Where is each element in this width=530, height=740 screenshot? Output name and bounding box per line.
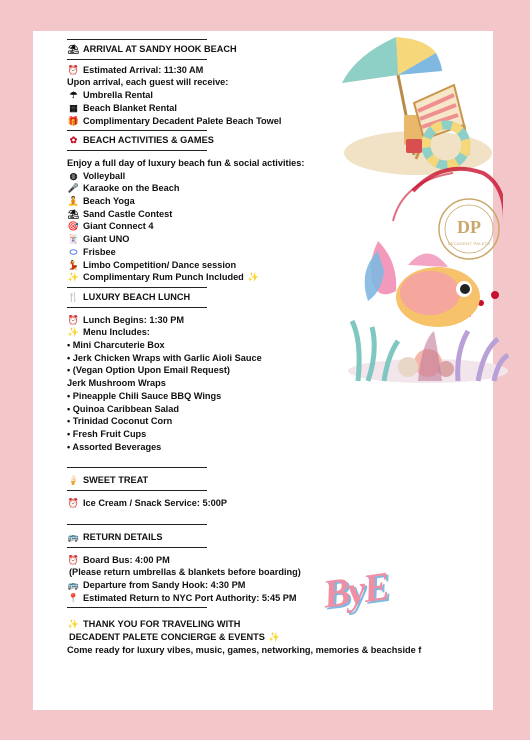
menu-intro: [67, 326, 447, 339]
divider: [67, 39, 207, 40]
list-item: [67, 208, 447, 221]
sparkles-icon: ✨: [67, 327, 80, 338]
return-time: [67, 592, 447, 605]
ice-cream-icon: 🍦: [67, 475, 80, 486]
menu-intro-text: Menu Includes:: [83, 327, 150, 338]
sand-castle-icon: ⛱: [67, 208, 80, 219]
list-item-text: Giant UNO: [83, 234, 130, 245]
departure-time-text: Departure from Sandy Hook: 4:30 PM: [83, 579, 246, 590]
list-item-text: Sand Castle Contest: [83, 208, 173, 219]
return-time-text: Estimated Return to NYC Port Authority: 5:45 PM: [83, 592, 297, 603]
closing-line-1: [67, 618, 447, 631]
list-item-text: Frisbee: [83, 246, 116, 257]
list-item: [67, 259, 447, 272]
list-item: • Assorted Beverages: [67, 441, 162, 452]
divider: [67, 467, 207, 468]
list-item: • Quinoa Caribbean Salad: [67, 403, 179, 414]
closing-line-2: [67, 631, 447, 644]
list-item: [67, 233, 447, 246]
list-item-text: Complimentary Rum Punch Included: [83, 272, 244, 283]
list-item: • Mini Charcuterie Box: [67, 340, 165, 351]
list-item: [67, 170, 447, 183]
list-item: [67, 246, 447, 259]
alarm-clock-icon: ⏰: [67, 314, 80, 325]
list-item: [67, 102, 447, 115]
arrival-time-text: Estimated Arrival: 11:30 AM: [83, 64, 204, 75]
list-item-text: Volleyball: [83, 170, 126, 181]
board-time: [67, 554, 447, 567]
list-item: [67, 271, 447, 284]
arrival-intro: Upon arrival, each guest will receive:: [67, 77, 229, 88]
alarm-clock-icon: ⏰: [67, 554, 80, 565]
lunch-heading-text: LUXURY BEACH LUNCH: [83, 291, 191, 302]
closing-line-1-text: THANK YOU FOR TRAVELING WITH: [83, 619, 241, 630]
flyer-page: [33, 31, 493, 710]
activities-heading: [67, 134, 447, 147]
list-item: [67, 89, 447, 102]
arrival-heading-text: ARRIVAL AT SANDY HOOK BEACH: [83, 44, 237, 54]
microphone-icon: 🎤: [67, 183, 80, 194]
bus-icon: 🚌: [67, 579, 80, 590]
list-item: • (Vegan Option Upon Email Request): [67, 365, 230, 376]
sweet-heading: [67, 474, 447, 487]
return-heading: [67, 531, 447, 544]
lunch-heading: [67, 291, 447, 304]
logo-ring-text: DECADENT PALETE: [447, 241, 491, 246]
list-item: • Trinidad Coconut Corn: [67, 416, 173, 427]
gift-icon: 🎁: [67, 115, 80, 126]
departure-time: [67, 579, 447, 592]
logo-letters: DP: [457, 217, 481, 237]
list-item-text: Complimentary Decadent Palete Beach Towel: [83, 115, 282, 126]
frisbee-icon: ⬭: [69, 246, 78, 257]
list-item: • Jerk Chicken Wraps with Garlic Aioli Sauce: [67, 352, 262, 363]
list-item: [67, 182, 447, 195]
return-heading-text: RETURN DETAILS: [83, 531, 163, 542]
list-item: [67, 115, 447, 128]
return-note: (Please return umbrellas & blankets before boarding): [69, 567, 301, 578]
list-item-text: Umbrella Rental: [83, 90, 153, 101]
list-item: Jerk Mushroom Wraps: [67, 378, 166, 389]
volleyball-icon: ◍: [69, 170, 78, 181]
arrival-time: [67, 64, 447, 77]
sparkles-icon: ✨: [268, 632, 280, 643]
closing-line-2-text: DECADENT PALETE CONCIERGE & EVENTS: [69, 632, 265, 643]
alarm-clock-icon: ⏰: [67, 64, 80, 75]
sweet-heading-text: SWEET TREAT: [83, 475, 149, 486]
closing-line-3: Come ready for luxury vibes, music, games, networking, memories & beachside f: [67, 644, 422, 655]
alarm-clock-icon: ⏰: [67, 498, 80, 509]
beach-umbrella-icon: ⛱: [67, 44, 80, 54]
list-item: • Fresh Fruit Cups: [67, 428, 147, 439]
list-item-text: Karaoke on the Beach: [83, 183, 180, 194]
lunch-time-text: Lunch Begins: 1:30 PM: [83, 314, 185, 325]
list-item: [67, 220, 447, 233]
arrival-heading: [67, 43, 447, 56]
activities-heading-text: BEACH ACTIVITIES & GAMES: [83, 135, 214, 146]
list-item: • Pineapple Chili Sauce BBQ Wings: [67, 390, 222, 401]
blanket-icon: ▦: [69, 102, 78, 113]
cards-icon: 🃏: [67, 234, 80, 245]
sparkles-icon: ✨: [67, 272, 80, 283]
list-item-text: Giant Connect 4: [83, 221, 154, 232]
board-time-text: Board Bus: 4:00 PM: [83, 554, 170, 565]
bus-icon: 🚌: [67, 531, 80, 542]
snack-service-text: Ice Cream / Snack Service: 5:00P: [83, 498, 228, 509]
target-icon: 🎯: [67, 221, 80, 232]
bye-illustration: ByE: [320, 563, 391, 617]
list-item-text: Beach Blanket Rental: [83, 102, 177, 113]
dancer-icon: 💃: [67, 259, 80, 270]
list-item-text: Limbo Competition/ Dance session: [83, 259, 237, 270]
list-item: [67, 195, 447, 208]
fork-knife-icon: 🍴: [67, 291, 80, 302]
itinerary: [67, 39, 447, 656]
sparkles-icon: ✨: [247, 272, 259, 283]
sparkles-icon: ✨: [67, 619, 80, 630]
lunch-time: [67, 314, 447, 327]
umbrella-icon: ☂: [69, 90, 78, 101]
divider: [67, 287, 207, 288]
divider: [67, 524, 207, 525]
divider: [67, 130, 207, 131]
list-item-text: Beach Yoga: [83, 196, 135, 207]
map-pin-icon: 📍: [67, 592, 80, 603]
snack-service: [67, 497, 447, 510]
yoga-icon: 🧘: [67, 196, 80, 207]
activities-intro: Enjoy a full day of luxury beach fun & social activities:: [67, 157, 305, 168]
flower-icon: ✿: [69, 135, 78, 146]
